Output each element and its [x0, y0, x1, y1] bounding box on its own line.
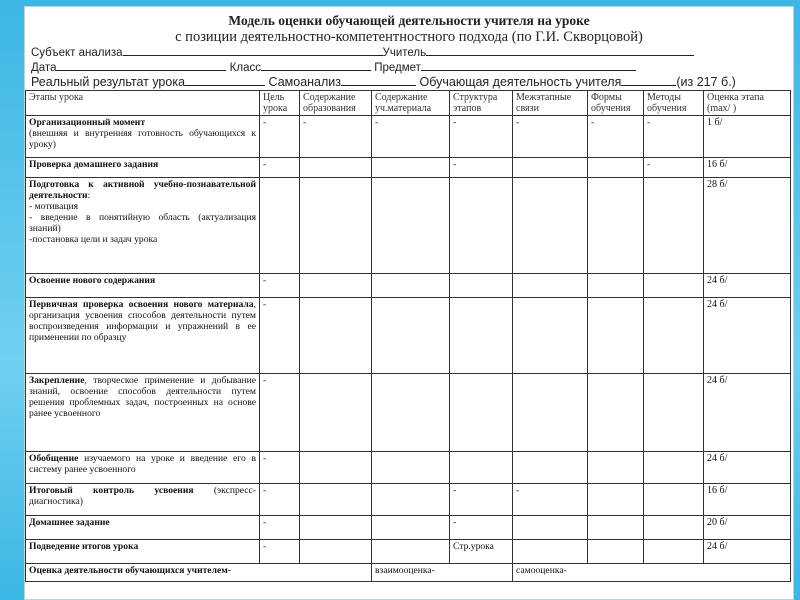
cell: -	[260, 374, 300, 452]
cell: -	[260, 298, 300, 374]
cell: -	[644, 116, 704, 158]
subject-label: Субъект анализа	[31, 47, 123, 59]
score-cell: 24 б/	[704, 298, 791, 374]
cell	[372, 484, 450, 516]
header-stage: Этапы урока	[26, 91, 260, 116]
cell	[300, 178, 372, 274]
cell: -	[450, 484, 513, 516]
cell	[300, 540, 372, 564]
cell	[372, 540, 450, 564]
footer-cell-1: Оценка деятельности обучающихся учителем-	[26, 564, 372, 582]
cell	[300, 516, 372, 540]
header-row	[26, 91, 791, 116]
predmet-label: Предмет	[374, 62, 421, 74]
cell: -	[260, 116, 300, 158]
table-row	[26, 452, 791, 484]
cell	[513, 374, 588, 452]
info-line-2	[25, 60, 793, 75]
cell: -	[260, 274, 300, 298]
cell: -	[588, 116, 644, 158]
stage-cell: Подведение итогов урока	[26, 540, 260, 564]
cell	[300, 158, 372, 178]
score-cell: 1 б/	[704, 116, 791, 158]
cell: -	[300, 116, 372, 158]
table-row	[26, 178, 791, 274]
cell: -	[260, 484, 300, 516]
cell	[644, 484, 704, 516]
cell	[644, 178, 704, 274]
footer-cell-2: взаимооценка-	[372, 564, 513, 582]
cell	[372, 274, 450, 298]
cell	[300, 452, 372, 484]
cell	[450, 178, 513, 274]
cell	[644, 516, 704, 540]
stage-cell: Обобщение изучаемого на уроке и введение его в систему ранее усвоенного	[26, 452, 260, 484]
cell	[644, 540, 704, 564]
evaluation-table	[25, 90, 791, 582]
cell	[372, 374, 450, 452]
date-label: Дата	[31, 62, 57, 74]
score-cell: 24 б/	[704, 374, 791, 452]
score-cell: 20 б/	[704, 516, 791, 540]
header-goal: Цель урока	[260, 91, 300, 116]
slide	[24, 6, 794, 600]
cell	[513, 452, 588, 484]
cell	[450, 274, 513, 298]
cell: Стр.урока	[450, 540, 513, 564]
cell	[513, 274, 588, 298]
score-cell: 24 б/	[704, 452, 791, 484]
cell: -	[372, 116, 450, 158]
stage-cell: Первичная проверка освоения нового материала, организация усвоения способов деятельности путем воспроизведения информации и упражнений в ее применении по образцу	[26, 298, 260, 374]
cell: -	[450, 158, 513, 178]
info-line-1	[25, 45, 793, 60]
cell	[644, 374, 704, 452]
stage-cell: Организационный момент (внешняя и внутренняя готовность обучающихся к уроку)	[26, 116, 260, 158]
stage-cell: Итоговый контроль усвоения (экспресс-диагностика)	[26, 484, 260, 516]
cell	[588, 516, 644, 540]
activity-label: Обучающая деятельность учителя	[419, 75, 622, 89]
cell	[260, 178, 300, 274]
stage-cell: Проверка домашнего задания	[26, 158, 260, 178]
header-methods: Методы обучения	[644, 91, 704, 116]
cell: -	[260, 540, 300, 564]
cell	[372, 178, 450, 274]
header-score: Оценка этапа (max/ )	[704, 91, 791, 116]
table-row	[26, 116, 791, 158]
cell	[300, 274, 372, 298]
header-forms: Формы обучения	[588, 91, 644, 116]
cell	[588, 158, 644, 178]
cell	[588, 540, 644, 564]
cell	[450, 452, 513, 484]
info-line-3	[25, 75, 793, 90]
stage-cell: Освоение нового содержания	[26, 274, 260, 298]
cell: -	[513, 116, 588, 158]
header-structure: Структура этапов	[450, 91, 513, 116]
footer-row	[26, 564, 791, 582]
stage-cell: Подготовка к активной учебно-познавательной деятельности: - мотивация - введение в понятийную область (актуализация знаний) -постановка цели и задач урока	[26, 178, 260, 274]
cell	[300, 484, 372, 516]
stage-cell: Домашнее задание	[26, 516, 260, 540]
cell	[588, 374, 644, 452]
cell	[644, 274, 704, 298]
table-row	[26, 540, 791, 564]
stage-cell: Закрепление, творческое применение и добывание знаний, освоение способов деятельности путем решения проблемных задач, построенных на основе ранее усвоенного	[26, 374, 260, 452]
score-cell: 16 б/	[704, 158, 791, 178]
cell	[513, 298, 588, 374]
table-row	[26, 484, 791, 516]
cell	[300, 374, 372, 452]
class-label: Класс	[229, 62, 261, 74]
cell	[450, 374, 513, 452]
cell: -	[260, 516, 300, 540]
cell: -	[644, 158, 704, 178]
table-row	[26, 274, 791, 298]
cell	[588, 452, 644, 484]
result-label: Реальный результат урока	[31, 75, 186, 89]
score-cell: 24 б/	[704, 274, 791, 298]
cell	[588, 298, 644, 374]
teacher-label: Учитель	[382, 47, 427, 59]
cell	[513, 540, 588, 564]
page-title	[25, 13, 793, 45]
table-row	[26, 374, 791, 452]
cell	[588, 274, 644, 298]
cell	[372, 452, 450, 484]
title-line-1: Модель оценки обучающей деятельности учителя на уроке	[228, 13, 590, 28]
score-cell: 24 б/	[704, 540, 791, 564]
selfanalysis-label: Самоанализ	[268, 75, 342, 89]
cell	[372, 516, 450, 540]
cell	[588, 484, 644, 516]
table-row	[26, 516, 791, 540]
cell	[513, 158, 588, 178]
cell	[300, 298, 372, 374]
header-material-content: Содержание уч.материала	[372, 91, 450, 116]
cell	[513, 516, 588, 540]
header-edu-content: Содержание образования	[300, 91, 372, 116]
cell: -	[450, 516, 513, 540]
header-links: Межэтапные связи	[513, 91, 588, 116]
total-note: (из 217 б.)	[676, 75, 736, 89]
footer-cell-3: самооценка-	[513, 564, 791, 582]
cell	[372, 298, 450, 374]
score-cell: 16 б/	[704, 484, 791, 516]
cell	[513, 178, 588, 274]
cell: -	[260, 158, 300, 178]
title-line-2: с позиции деятельностно-компетентностного подхода (по Г.И. Скворцовой)	[175, 29, 643, 45]
score-cell: 28 б/	[704, 178, 791, 274]
cell: -	[450, 116, 513, 158]
cell	[372, 158, 450, 178]
table-row	[26, 298, 791, 374]
cell: -	[260, 452, 300, 484]
cell	[644, 298, 704, 374]
cell	[588, 178, 644, 274]
cell	[644, 452, 704, 484]
cell: -	[513, 484, 588, 516]
table-row	[26, 158, 791, 178]
cell	[450, 298, 513, 374]
